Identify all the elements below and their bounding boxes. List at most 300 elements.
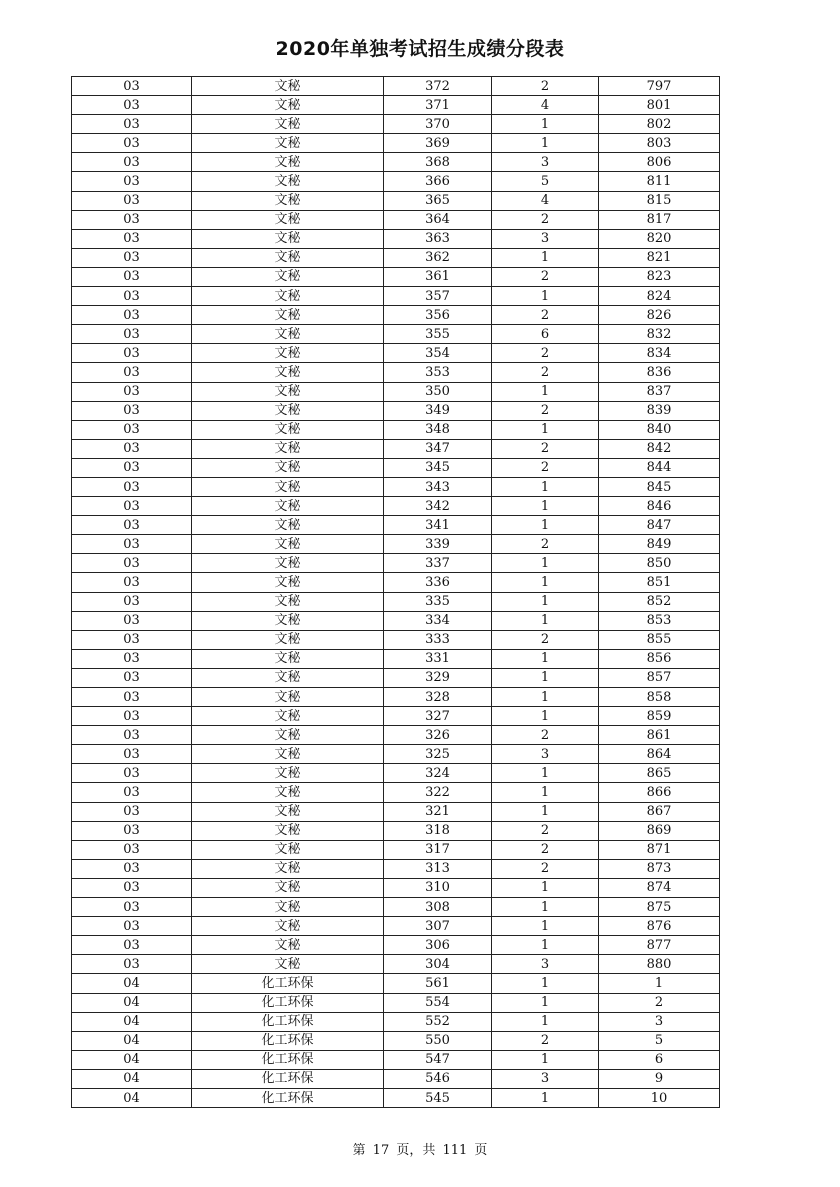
score-cell: 365 [384, 191, 492, 210]
cumulative-cell: 802 [599, 115, 720, 134]
category-code-cell: 03 [72, 458, 192, 477]
category-code-cell: 04 [72, 993, 192, 1012]
category-code-cell: 03 [72, 688, 192, 707]
major-cell: 化工环保 [192, 993, 384, 1012]
major-cell: 文秘 [192, 745, 384, 764]
cumulative-cell: 3 [599, 1012, 720, 1031]
major-cell: 文秘 [192, 688, 384, 707]
category-code-cell: 03 [72, 917, 192, 936]
count-cell: 1 [492, 382, 599, 401]
category-code-cell: 03 [72, 802, 192, 821]
major-cell: 文秘 [192, 821, 384, 840]
category-code-cell: 03 [72, 210, 192, 229]
score-cell: 336 [384, 573, 492, 592]
count-cell: 2 [492, 401, 599, 420]
score-cell: 327 [384, 707, 492, 726]
count-cell: 1 [492, 668, 599, 687]
table-row [72, 382, 720, 401]
category-code-cell: 03 [72, 878, 192, 897]
cumulative-cell: 875 [599, 898, 720, 917]
count-cell: 1 [492, 917, 599, 936]
cumulative-cell: 797 [599, 77, 720, 96]
table-row [72, 325, 720, 344]
major-cell: 文秘 [192, 191, 384, 210]
score-cell: 364 [384, 210, 492, 229]
category-code-cell: 03 [72, 477, 192, 496]
cumulative-cell: 864 [599, 745, 720, 764]
cumulative-cell: 847 [599, 516, 720, 535]
category-code-cell: 03 [72, 267, 192, 286]
score-cell: 331 [384, 649, 492, 668]
table-row [72, 878, 720, 897]
cumulative-cell: 811 [599, 172, 720, 191]
category-code-cell: 03 [72, 306, 192, 325]
table-row [72, 96, 720, 115]
cumulative-cell: 873 [599, 859, 720, 878]
cumulative-cell: 869 [599, 821, 720, 840]
table-row [72, 554, 720, 573]
score-cell: 366 [384, 172, 492, 191]
cumulative-cell: 10 [599, 1088, 720, 1107]
count-cell: 2 [492, 306, 599, 325]
score-cell: 343 [384, 477, 492, 496]
cumulative-cell: 6 [599, 1050, 720, 1069]
count-cell: 1 [492, 688, 599, 707]
cumulative-cell: 880 [599, 955, 720, 974]
count-cell: 1 [492, 516, 599, 535]
table-row [72, 306, 720, 325]
cumulative-cell: 849 [599, 535, 720, 554]
count-cell: 5 [492, 172, 599, 191]
table-row [72, 535, 720, 554]
category-code-cell: 03 [72, 726, 192, 745]
major-cell: 文秘 [192, 153, 384, 172]
major-cell: 文秘 [192, 898, 384, 917]
score-cell: 552 [384, 1012, 492, 1031]
count-cell: 1 [492, 554, 599, 573]
cumulative-cell: 5 [599, 1031, 720, 1050]
score-cell: 356 [384, 306, 492, 325]
major-cell: 文秘 [192, 458, 384, 477]
major-cell: 文秘 [192, 878, 384, 897]
cumulative-cell: 845 [599, 477, 720, 496]
category-code-cell: 03 [72, 191, 192, 210]
category-code-cell: 03 [72, 707, 192, 726]
cumulative-cell: 846 [599, 497, 720, 516]
category-code-cell: 03 [72, 821, 192, 840]
major-cell: 文秘 [192, 840, 384, 859]
major-cell: 文秘 [192, 955, 384, 974]
cumulative-cell: 840 [599, 420, 720, 439]
score-cell: 347 [384, 439, 492, 458]
count-cell: 1 [492, 592, 599, 611]
cumulative-cell: 823 [599, 267, 720, 286]
count-cell: 1 [492, 783, 599, 802]
table-row [72, 726, 720, 745]
category-code-cell: 04 [72, 1012, 192, 1031]
category-code-cell: 03 [72, 229, 192, 248]
cumulative-cell: 836 [599, 363, 720, 382]
score-cell: 317 [384, 840, 492, 859]
major-cell: 文秘 [192, 535, 384, 554]
major-cell: 文秘 [192, 248, 384, 267]
score-cell: 304 [384, 955, 492, 974]
major-cell: 文秘 [192, 497, 384, 516]
count-cell: 3 [492, 229, 599, 248]
table-row [72, 77, 720, 96]
category-code-cell: 03 [72, 898, 192, 917]
category-code-cell: 03 [72, 344, 192, 363]
table-row [72, 707, 720, 726]
score-cell: 561 [384, 974, 492, 993]
category-code-cell: 03 [72, 630, 192, 649]
table-row [72, 859, 720, 878]
count-cell: 2 [492, 210, 599, 229]
cumulative-cell: 817 [599, 210, 720, 229]
major-cell: 文秘 [192, 477, 384, 496]
cumulative-cell: 9 [599, 1069, 720, 1088]
table-row [72, 191, 720, 210]
count-cell: 1 [492, 115, 599, 134]
score-cell: 361 [384, 267, 492, 286]
count-cell: 1 [492, 248, 599, 267]
table-row [72, 974, 720, 993]
cumulative-cell: 871 [599, 840, 720, 859]
table-row [72, 420, 720, 439]
table-row [72, 688, 720, 707]
cumulative-cell: 861 [599, 726, 720, 745]
major-cell: 文秘 [192, 611, 384, 630]
score-cell: 337 [384, 554, 492, 573]
cumulative-cell: 858 [599, 688, 720, 707]
table-row [72, 840, 720, 859]
count-cell: 4 [492, 191, 599, 210]
score-cell: 368 [384, 153, 492, 172]
score-cell: 550 [384, 1031, 492, 1050]
cumulative-cell: 1 [599, 974, 720, 993]
table-row [72, 783, 720, 802]
category-code-cell: 03 [72, 420, 192, 439]
table-row [72, 1088, 720, 1107]
score-cell: 322 [384, 783, 492, 802]
major-cell: 文秘 [192, 210, 384, 229]
major-cell: 文秘 [192, 707, 384, 726]
category-code-cell: 03 [72, 573, 192, 592]
major-cell: 文秘 [192, 77, 384, 96]
cumulative-cell: 855 [599, 630, 720, 649]
category-code-cell: 04 [72, 974, 192, 993]
major-cell: 文秘 [192, 859, 384, 878]
major-cell: 文秘 [192, 917, 384, 936]
count-cell: 1 [492, 974, 599, 993]
category-code-cell: 03 [72, 745, 192, 764]
count-cell: 1 [492, 573, 599, 592]
score-cell: 308 [384, 898, 492, 917]
count-cell: 1 [492, 477, 599, 496]
category-code-cell: 03 [72, 96, 192, 115]
score-cell: 355 [384, 325, 492, 344]
major-cell: 文秘 [192, 783, 384, 802]
category-code-cell: 03 [72, 783, 192, 802]
category-code-cell: 03 [72, 649, 192, 668]
major-cell: 化工环保 [192, 1031, 384, 1050]
table-row [72, 1031, 720, 1050]
score-cell: 328 [384, 688, 492, 707]
score-cell: 372 [384, 77, 492, 96]
major-cell: 文秘 [192, 420, 384, 439]
cumulative-cell: 853 [599, 611, 720, 630]
cumulative-cell: 820 [599, 229, 720, 248]
score-cell: 335 [384, 592, 492, 611]
count-cell: 1 [492, 134, 599, 153]
table-row [72, 611, 720, 630]
table-row [72, 592, 720, 611]
count-cell: 1 [492, 993, 599, 1012]
score-cell: 339 [384, 535, 492, 554]
category-code-cell: 03 [72, 936, 192, 955]
table-row [72, 802, 720, 821]
major-cell: 文秘 [192, 439, 384, 458]
category-code-cell: 03 [72, 325, 192, 344]
table-row [72, 649, 720, 668]
count-cell: 1 [492, 878, 599, 897]
count-cell: 6 [492, 325, 599, 344]
count-cell: 4 [492, 96, 599, 115]
table-row [72, 917, 720, 936]
cumulative-cell: 839 [599, 401, 720, 420]
score-cell: 334 [384, 611, 492, 630]
major-cell: 文秘 [192, 287, 384, 306]
category-code-cell: 03 [72, 248, 192, 267]
cumulative-cell: 815 [599, 191, 720, 210]
major-cell: 文秘 [192, 401, 384, 420]
count-cell: 2 [492, 458, 599, 477]
score-cell: 313 [384, 859, 492, 878]
category-code-cell: 03 [72, 497, 192, 516]
table-row [72, 1069, 720, 1088]
score-cell: 348 [384, 420, 492, 439]
count-cell: 2 [492, 77, 599, 96]
count-cell: 1 [492, 649, 599, 668]
category-code-cell: 04 [72, 1069, 192, 1088]
score-cell: 371 [384, 96, 492, 115]
major-cell: 文秘 [192, 229, 384, 248]
count-cell: 2 [492, 439, 599, 458]
major-cell: 文秘 [192, 172, 384, 191]
score-cell: 329 [384, 668, 492, 687]
table-row [72, 115, 720, 134]
score-cell: 354 [384, 344, 492, 363]
cumulative-cell: 859 [599, 707, 720, 726]
major-cell: 文秘 [192, 516, 384, 535]
category-code-cell: 03 [72, 401, 192, 420]
cumulative-cell: 801 [599, 96, 720, 115]
score-cell: 341 [384, 516, 492, 535]
table-row [72, 936, 720, 955]
count-cell: 2 [492, 821, 599, 840]
score-cell: 321 [384, 802, 492, 821]
table-row [72, 898, 720, 917]
score-cell: 307 [384, 917, 492, 936]
score-cell: 310 [384, 878, 492, 897]
score-cell: 342 [384, 497, 492, 516]
score-table [71, 76, 720, 1108]
major-cell: 文秘 [192, 382, 384, 401]
table-row [72, 153, 720, 172]
score-cell: 324 [384, 764, 492, 783]
score-cell: 325 [384, 745, 492, 764]
table-row [72, 401, 720, 420]
count-cell: 1 [492, 802, 599, 821]
cumulative-cell: 821 [599, 248, 720, 267]
count-cell: 2 [492, 630, 599, 649]
major-cell: 文秘 [192, 363, 384, 382]
table-row [72, 745, 720, 764]
table-row [72, 993, 720, 1012]
page-title: 2020年单独考试招生成绩分段表 [275, 38, 565, 60]
count-cell: 1 [492, 936, 599, 955]
category-code-cell: 03 [72, 592, 192, 611]
major-cell: 文秘 [192, 573, 384, 592]
count-cell: 1 [492, 497, 599, 516]
cumulative-cell: 874 [599, 878, 720, 897]
category-code-cell: 03 [72, 382, 192, 401]
major-cell: 化工环保 [192, 1088, 384, 1107]
major-cell: 文秘 [192, 668, 384, 687]
score-cell: 306 [384, 936, 492, 955]
major-cell: 文秘 [192, 649, 384, 668]
count-cell: 1 [492, 707, 599, 726]
count-cell: 3 [492, 1069, 599, 1088]
score-cell: 554 [384, 993, 492, 1012]
count-cell: 2 [492, 840, 599, 859]
score-cell: 345 [384, 458, 492, 477]
cumulative-cell: 851 [599, 573, 720, 592]
table-row [72, 439, 720, 458]
count-cell: 2 [492, 535, 599, 554]
table-row [72, 344, 720, 363]
cumulative-cell: 877 [599, 936, 720, 955]
score-cell: 326 [384, 726, 492, 745]
score-cell: 353 [384, 363, 492, 382]
category-code-cell: 03 [72, 955, 192, 974]
table-row [72, 630, 720, 649]
table-body [72, 77, 720, 1108]
score-cell: 545 [384, 1088, 492, 1107]
count-cell: 3 [492, 955, 599, 974]
page-footer: 第 17 页，共 111 页 [352, 1143, 488, 1158]
category-code-cell: 03 [72, 859, 192, 878]
table-row [72, 497, 720, 516]
table-row [72, 955, 720, 974]
category-code-cell: 04 [72, 1031, 192, 1050]
cumulative-cell: 837 [599, 382, 720, 401]
category-code-cell: 03 [72, 554, 192, 573]
category-code-cell: 03 [72, 77, 192, 96]
table-row [72, 458, 720, 477]
cumulative-cell: 806 [599, 153, 720, 172]
cumulative-cell: 867 [599, 802, 720, 821]
count-cell: 2 [492, 859, 599, 878]
cumulative-cell: 832 [599, 325, 720, 344]
major-cell: 文秘 [192, 592, 384, 611]
count-cell: 1 [492, 1012, 599, 1031]
category-code-cell: 03 [72, 363, 192, 382]
table-row [72, 573, 720, 592]
cumulative-cell: 826 [599, 306, 720, 325]
major-cell: 文秘 [192, 764, 384, 783]
score-cell: 350 [384, 382, 492, 401]
category-code-cell: 03 [72, 134, 192, 153]
table-row [72, 477, 720, 496]
category-code-cell: 03 [72, 611, 192, 630]
score-cell: 369 [384, 134, 492, 153]
count-cell: 1 [492, 1050, 599, 1069]
major-cell: 文秘 [192, 726, 384, 745]
major-cell: 文秘 [192, 96, 384, 115]
major-cell: 化工环保 [192, 1050, 384, 1069]
score-cell: 547 [384, 1050, 492, 1069]
table-row [72, 248, 720, 267]
score-cell: 333 [384, 630, 492, 649]
cumulative-cell: 865 [599, 764, 720, 783]
category-code-cell: 03 [72, 764, 192, 783]
count-cell: 1 [492, 898, 599, 917]
count-cell: 1 [492, 764, 599, 783]
count-cell: 2 [492, 1031, 599, 1050]
table-row [72, 134, 720, 153]
count-cell: 1 [492, 611, 599, 630]
major-cell: 化工环保 [192, 974, 384, 993]
cumulative-cell: 850 [599, 554, 720, 573]
cumulative-cell: 876 [599, 917, 720, 936]
cumulative-cell: 866 [599, 783, 720, 802]
count-cell: 2 [492, 726, 599, 745]
category-code-cell: 03 [72, 115, 192, 134]
score-cell: 357 [384, 287, 492, 306]
category-code-cell: 03 [72, 287, 192, 306]
count-cell: 1 [492, 420, 599, 439]
table-row [72, 668, 720, 687]
major-cell: 文秘 [192, 134, 384, 153]
table-row [72, 1050, 720, 1069]
cumulative-cell: 852 [599, 592, 720, 611]
score-cell: 546 [384, 1069, 492, 1088]
category-code-cell: 03 [72, 840, 192, 859]
category-code-cell: 03 [72, 172, 192, 191]
major-cell: 文秘 [192, 325, 384, 344]
major-cell: 文秘 [192, 630, 384, 649]
major-cell: 文秘 [192, 554, 384, 573]
category-code-cell: 03 [72, 668, 192, 687]
count-cell: 1 [492, 287, 599, 306]
table-row [72, 516, 720, 535]
count-cell: 3 [492, 153, 599, 172]
major-cell: 文秘 [192, 344, 384, 363]
table-row [72, 821, 720, 840]
count-cell: 1 [492, 1088, 599, 1107]
category-code-cell: 04 [72, 1088, 192, 1107]
category-code-cell: 03 [72, 439, 192, 458]
category-code-cell: 04 [72, 1050, 192, 1069]
major-cell: 文秘 [192, 936, 384, 955]
table-row [72, 1012, 720, 1031]
cumulative-cell: 842 [599, 439, 720, 458]
count-cell: 3 [492, 745, 599, 764]
count-cell: 2 [492, 344, 599, 363]
cumulative-cell: 834 [599, 344, 720, 363]
score-cell: 318 [384, 821, 492, 840]
